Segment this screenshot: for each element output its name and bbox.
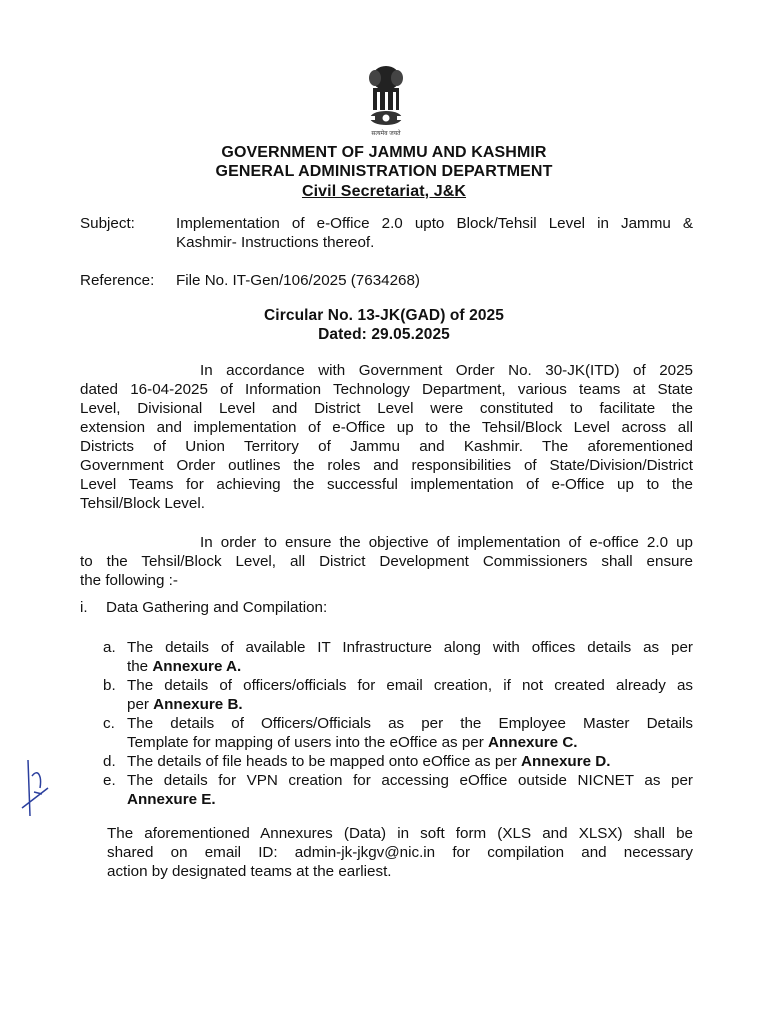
item-text: The details of Officers/Officials as per the Employee Master Details [127, 715, 693, 732]
subject-label: Subject: [80, 215, 135, 232]
paragraph-1 [80, 361, 693, 513]
paragraph-2 [80, 533, 693, 590]
paragraph-line: Level, Divisional Level and District Level were constituted to facilitate the [80, 400, 693, 417]
emblem-motto: सत्यमेव जयते [371, 131, 401, 137]
circular-date: Dated: 29.05.2025 [318, 326, 450, 343]
annexure-reference: Annexure E. [127, 791, 216, 808]
subject-line: Kashmir- Instructions thereof. [176, 234, 375, 251]
item-line [127, 695, 693, 714]
item-line [127, 752, 693, 771]
subject-line: Implementation of e-Office 2.0 upto Block/Tehsil Level in Jammu & [176, 215, 693, 232]
paragraph-line: The aforementioned Annexures (Data) in soft form (XLS and XLSX) shall be [107, 825, 693, 842]
reference-label: Reference: [80, 272, 155, 289]
paragraph-line: the following :- [80, 572, 178, 589]
signature-initials [20, 758, 50, 818]
item-marker: c. [103, 715, 115, 732]
annexure-reference: Annexure D. [521, 753, 611, 770]
item-marker: a. [103, 639, 116, 656]
item-text: the [127, 658, 153, 675]
annexure-reference: Annexure C. [488, 734, 578, 751]
paragraph-3 [107, 824, 693, 881]
paragraph-line: In order to ensure the objective of implementation of e-office 2.0 up [200, 534, 693, 551]
item-marker: e. [103, 772, 116, 789]
department-title: GENERAL ADMINISTRATION DEPARTMENT [215, 163, 553, 180]
list-item [103, 714, 693, 752]
item-text: The details of officers/officials for email creation, if not created already as [127, 677, 693, 694]
state-emblem-icon [355, 62, 417, 138]
paragraph-line: Government Order outlines the roles and responsibilities of State/Division/District [80, 457, 693, 474]
list-item [103, 638, 693, 676]
item-line [127, 657, 693, 676]
annexure-reference: Annexure B. [153, 696, 243, 713]
paragraph-line: Tehsil/Block Level. [80, 495, 205, 512]
paragraph-line: extension and implementation of e-Office up to the Tehsil/Block Level across all [80, 419, 693, 436]
item-text: per [127, 696, 154, 713]
office-title: Civil Secretariat, J&K [301, 183, 467, 200]
paragraph-line: Level Teams for achieving the successful implementation of e-Office up to the [80, 476, 693, 493]
item-line [127, 733, 693, 752]
item-line [127, 771, 693, 790]
item-list [103, 638, 693, 809]
item-marker: b. [103, 677, 116, 694]
item-text: The details of available IT Infrastructure along with offices details as per [127, 639, 693, 656]
section-marker: i. [80, 599, 88, 616]
item-line [127, 714, 693, 733]
item-line [127, 638, 693, 657]
item-line [127, 790, 693, 809]
section-title: Data Gathering and Compilation: [106, 599, 328, 616]
item-text: The details for VPN creation for accessing eOffice outside NICNET as per [127, 772, 693, 789]
item-text: The details of file heads to be mapped onto eOffice as per [127, 753, 521, 770]
paragraph-line: Districts of Union Territory of Jammu and Kashmir. The aforementioned [80, 438, 693, 455]
list-item [103, 771, 693, 809]
paragraph-line: dated 16-04-2025 of Information Technology Department, various teams at State [80, 381, 693, 398]
govt-title: GOVERNMENT OF JAMMU AND KASHMIR [221, 144, 547, 161]
list-item [103, 752, 693, 771]
paragraph-line: action by designated teams at the earliest. [107, 863, 392, 880]
item-marker: d. [103, 753, 116, 770]
item-line [127, 676, 693, 695]
paragraph-line: In accordance with Government Order No. 30-JK(ITD) of 2025 [200, 362, 693, 379]
paragraph-line: shared on email ID: admin-jk-jkgv@nic.in for compilation and necessary [107, 844, 693, 861]
reference-value: File No. IT-Gen/106/2025 (7634268) [176, 272, 420, 289]
list-item [103, 676, 693, 714]
item-text: Template for mapping of users into the eOffice as per [127, 734, 489, 751]
circular-number: Circular No. 13-JK(GAD) of 2025 [264, 307, 504, 324]
annexure-reference: Annexure A. [152, 658, 242, 675]
paragraph-line: to the Tehsil/Block Level, all District Development Commissioners shall ensure [80, 553, 693, 570]
